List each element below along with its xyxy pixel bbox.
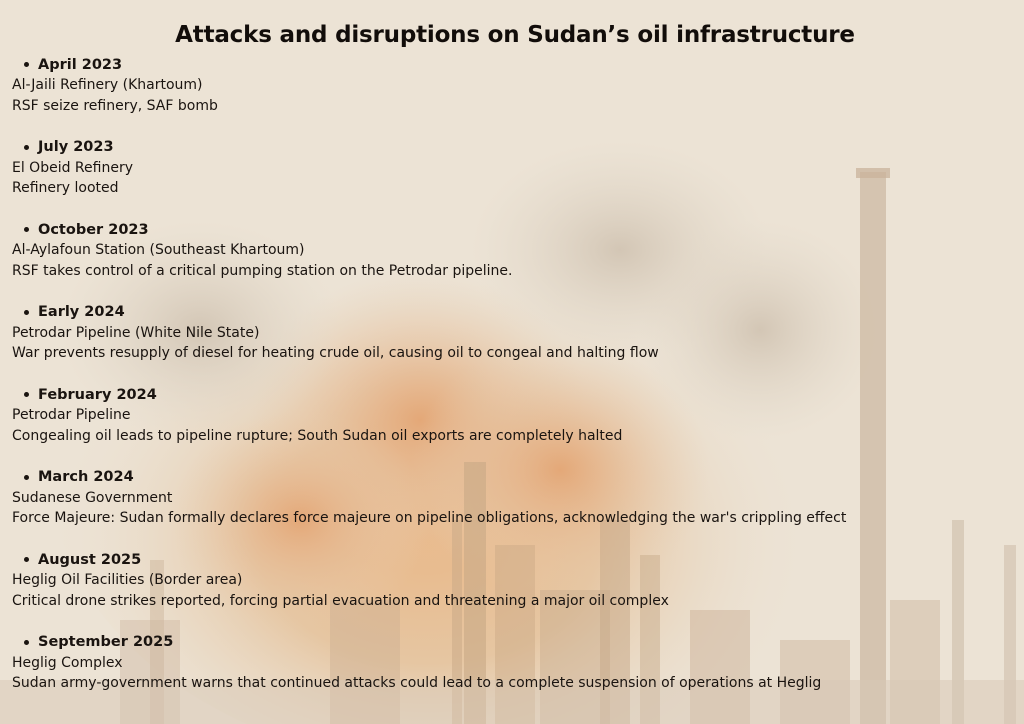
timeline-event bbox=[12, 302, 1012, 385]
bullet-icon bbox=[24, 62, 29, 67]
timeline-event bbox=[12, 467, 1012, 550]
bullet-icon bbox=[24, 557, 29, 562]
timeline-event bbox=[12, 219, 1012, 302]
event-description: War prevents resupply of diesel for heating crude oil, causing oil to congeal and halting flow bbox=[12, 345, 659, 361]
event-date: July 2023 bbox=[38, 139, 114, 155]
event-date: August 2025 bbox=[38, 551, 142, 568]
event-timeline bbox=[12, 54, 1012, 714]
event-location: Petrodar Pipeline (White Nile State) bbox=[12, 324, 260, 341]
page-title: Attacks and disruptions on Sudan’s oil infrastructure bbox=[175, 22, 855, 48]
timeline-event bbox=[12, 54, 1012, 137]
event-date: October 2023 bbox=[38, 221, 149, 238]
event-description: Force Majeure: Sudan formally declares force majeure on pipeline obligations, acknowledging the war's crippling effect bbox=[12, 510, 847, 526]
event-description: Sudan army-government warns that continued attacks could lead to a complete suspension of operations at Heglig bbox=[12, 675, 822, 691]
timeline-event bbox=[12, 549, 1012, 632]
bullet-icon bbox=[24, 145, 29, 150]
timeline-event bbox=[12, 384, 1012, 467]
event-description: Refinery looted bbox=[12, 180, 119, 196]
event-description: Critical drone strikes reported, forcing partial evacuation and threatening a major oil complex bbox=[12, 592, 669, 609]
event-location: Heglig Oil Facilities (Border area) bbox=[12, 572, 243, 588]
event-location: Al-Jaili Refinery (Khartoum) bbox=[12, 77, 203, 93]
bullet-icon bbox=[24, 475, 29, 480]
bullet-icon bbox=[24, 227, 29, 232]
bullet-icon bbox=[24, 392, 29, 397]
bullet-icon bbox=[24, 310, 29, 315]
event-location: El Obeid Refinery bbox=[12, 159, 133, 176]
event-location: Al-Aylafoun Station (Southeast Khartoum) bbox=[12, 242, 305, 258]
event-description: Congealing oil leads to pipeline rupture; South Sudan oil exports are completely halted bbox=[12, 427, 623, 444]
event-description: RSF seize refinery, SAF bomb bbox=[12, 97, 218, 114]
event-location: Heglig Complex bbox=[12, 654, 123, 671]
timeline-event bbox=[12, 137, 1012, 220]
timeline-event bbox=[12, 632, 1012, 715]
event-location: Petrodar Pipeline bbox=[12, 407, 131, 423]
event-date: September 2025 bbox=[38, 634, 174, 650]
event-date: April 2023 bbox=[38, 56, 123, 73]
event-location: Sudanese Government bbox=[12, 489, 173, 506]
event-date: March 2024 bbox=[38, 469, 134, 485]
event-description: RSF takes control of a critical pumping station on the Petrodar pipeline. bbox=[12, 262, 513, 279]
event-date: February 2024 bbox=[38, 386, 157, 403]
event-date: Early 2024 bbox=[38, 304, 125, 320]
bullet-icon bbox=[24, 640, 29, 645]
